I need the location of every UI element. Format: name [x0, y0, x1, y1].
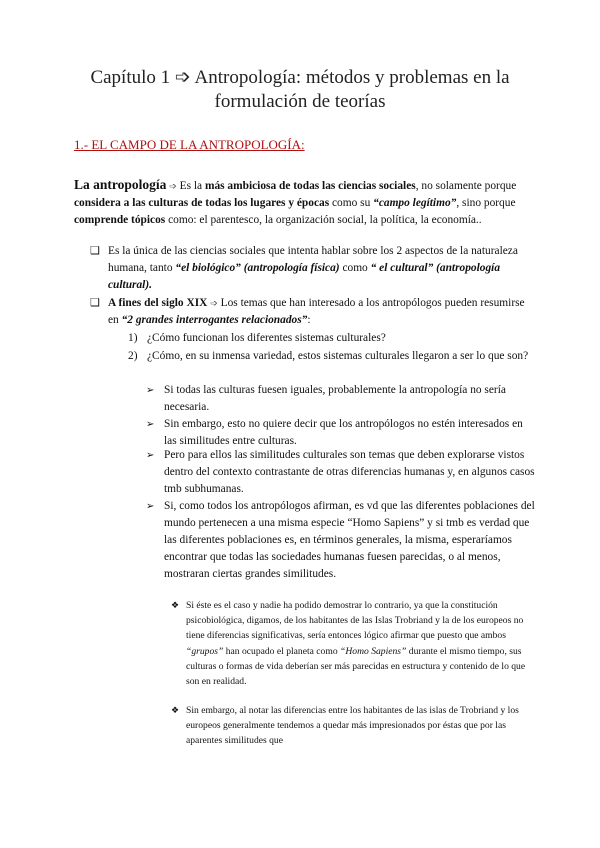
bullet-text: como [339, 262, 371, 274]
intro-paragraph [74, 176, 534, 229]
item-text: ¿Cómo, en su inmensa variedad, estos sistemas culturales llegaron a ser lo que son? [147, 350, 529, 362]
diamond-item-text: Sin embargo, al notar las diferencias entre los habitantes de las islas de Trobriand y los europeos generalmente tendemos a quedar más impresionados por éstas que por las aparentes similitudes que [186, 705, 519, 747]
arrow-item [146, 447, 536, 498]
numbered-item [128, 348, 537, 365]
bullet-bold: A fines del siglo XIX [108, 297, 208, 309]
checkbox-bullet-icon: ❑ [90, 245, 100, 257]
arrow-icon: ➩ [210, 298, 218, 308]
intro-bold: comprende tópicos [74, 214, 166, 226]
intro-text: Es la [179, 180, 205, 192]
diamond-italic: “grupos” [186, 645, 224, 657]
intro-text: como su [329, 197, 374, 209]
intro-text: , sino porque [456, 197, 516, 209]
arrow-item [146, 416, 536, 450]
chapter-title-line-2: formulación de teorías [214, 91, 386, 112]
chapter-title-line-1: Capítulo 1 ➩ Antropología: métodos y problemas en la [90, 67, 510, 88]
bullet-item [90, 243, 536, 294]
section-heading: 1.- EL CAMPO DE LA ANTROPOLOGÍA: [74, 137, 305, 152]
intro-text: como: el parentesco, la organización social, la política, la economía.. [165, 214, 482, 226]
bullet-item [90, 295, 536, 329]
diamond-item-text: Si éste es el caso y nadie ha podido demostrar lo contrario, ya que la constitución psicobiológica, digamos, de los habitantes de las Islas Trobriand y la de los europeos no tiene diferencias significativas, sería entonces lógico afirmar que puesto que ambos [186, 600, 524, 642]
diamond-item [171, 598, 536, 689]
intro-lead: La antropología [74, 177, 167, 192]
arrow-bullet-icon: ➢ [146, 450, 155, 461]
arrow-item-text: Si todas las culturas fuesen iguales, probablemente la antropología no sería necesaria. [164, 384, 506, 413]
bullet-text: Es la única de las ciencias sociales que intenta hablar sobre los 2 aspectos de la naturaleza humana, tanto [108, 245, 518, 274]
intro-bold: más ambiciosa de todas las ciencias sociales [204, 180, 416, 192]
arrow-bullet-icon: ➢ [146, 385, 155, 396]
bullet-italic: “el biológico” (antropología física) [175, 262, 340, 274]
arrow-item-text: Sin embargo, esto no quiere decir que los antropólogos no estén interesados en las similitudes entre culturas. [164, 418, 523, 447]
arrow-icon: ➩ [169, 181, 177, 191]
diamond-bullet-icon: ❖ [171, 600, 180, 610]
arrow-item-text: Pero para ellos las similitudes culturales son temas que deben explorarse vistos dentro del contexto contrastante de otras diferencias humanas y, en algunos casos tmb subhumanas. [164, 449, 535, 495]
diamond-bullet-icon: ❖ [171, 705, 180, 715]
intro-text: , no solamente porque [415, 180, 517, 192]
intro-italic: “campo legítimo” [373, 197, 457, 209]
arrow-bullet-icon: ➢ [146, 419, 155, 430]
bullet-text: : [307, 314, 311, 326]
bullet-text: Los temas que han interesado a los antropólogos pueden resumirse en [108, 297, 525, 326]
item-text: ¿Cómo funcionan los diferentes sistemas culturales? [147, 332, 386, 344]
numbered-item [128, 330, 537, 347]
diamond-item [171, 703, 536, 749]
bullet-italic: “2 grandes interrogantes relacionados” [121, 314, 308, 326]
checkbox-bullet-icon: ❑ [90, 297, 100, 309]
item-number: 1) [128, 332, 138, 344]
bullet-italic: “ el cultural” (antropología cultural). [108, 262, 501, 291]
diamond-item-text: durante el mismo tiempo, sus culturas o formas de vida deberían ser más parecidas en estructura y contenido de lo que son en realidad. [186, 645, 526, 688]
intro-bold: considera a las culturas de todas los lugares y épocas [74, 197, 330, 209]
item-number: 2) [128, 350, 138, 362]
arrow-item [146, 382, 536, 416]
arrow-item-text: Si, como todos los antropólogos afirman, es vd que las diferentes poblaciones del mundo pertenecen a una misma especie “Homo Sapiens” y si tmb es verdad que las diferentes poblaciones es, en términos generales, la misma, esperaríamos encontrar que todas las sociedades humanas fuesen parecidas, o al menos, mostraran ciertas grandes similitudes. [164, 500, 535, 580]
diamond-item-text: han ocupado el planeta como [223, 645, 341, 657]
arrow-bullet-icon: ➢ [146, 501, 155, 512]
diamond-italic: “Homo Sapiens” [340, 645, 407, 657]
chapter-title [0, 66, 600, 114]
arrow-item [146, 498, 536, 583]
